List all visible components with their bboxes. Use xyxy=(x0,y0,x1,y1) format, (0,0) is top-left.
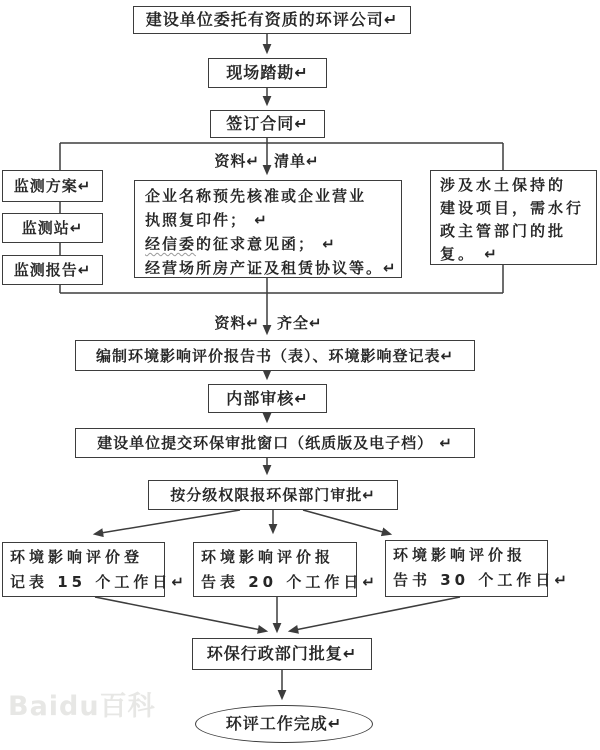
water-line: 建设项目，需水行 xyxy=(440,199,585,217)
duration-line: 环境影响评价登 xyxy=(10,548,144,566)
label-material-2: 资料↵ xyxy=(214,314,260,332)
doc-line: 执照复印件； ↵ xyxy=(145,211,269,229)
doc-line-wavy-part: 经信委 xyxy=(145,235,197,253)
label-checklist: 清单↵ xyxy=(274,152,320,170)
doc-line: 企业名称预先核准或企业营业 xyxy=(145,187,367,205)
duration-line: 告书 30 个工作日↵ xyxy=(393,571,571,589)
box-report-form-20-days xyxy=(193,542,379,597)
duration-line: 环境影响评价报 xyxy=(393,546,527,564)
box-water-conservation-note xyxy=(430,170,597,265)
water-line: 政主管部门的批 xyxy=(440,222,567,240)
baidu-baike-watermark: Baidu百科 xyxy=(8,691,156,722)
step-site-survey: 现场踏勘↵ xyxy=(208,58,327,88)
step-internal-review: 内部审核↵ xyxy=(208,384,327,413)
doc-line: 经营场所房产证及租赁协议等。↵ xyxy=(145,259,398,277)
box-report-book-30-days xyxy=(385,540,571,597)
water-line: 涉及水土保持的 xyxy=(440,176,567,194)
box-required-documents xyxy=(134,180,402,278)
step-sign-contract: 签订合同↵ xyxy=(210,110,325,138)
box-monitoring-station: 监测站↵ xyxy=(2,213,103,243)
label-material: 资料↵ xyxy=(214,152,260,170)
doc-line-rest: 的征求意见函； ↵ xyxy=(196,235,337,253)
step-entrust-epc: 建设单位委托有资质的环评公司↵ xyxy=(133,6,411,34)
label-complete: 齐全↵ xyxy=(277,314,323,332)
step-epa-approval: 环保行政部门批复↵ xyxy=(192,638,372,670)
box-monitoring-plan: 监测方案↵ xyxy=(2,170,103,202)
step-report-by-authority-level: 按分级权限报环保部门审批↵ xyxy=(148,480,398,510)
box-registration-form-15-days xyxy=(2,542,188,597)
step-submit-to-approval-window: 建设单位提交环保审批窗口（纸质版及电子档） ↵ xyxy=(75,428,475,458)
duration-line: 环境影响评价报 xyxy=(201,548,335,566)
duration-line: 记表 15 个工作日↵ xyxy=(10,573,188,591)
step-compile-eia-report: 编制环境影响评价报告书（表）、环境影响登记表↵ xyxy=(75,340,475,371)
doc-line xyxy=(145,232,391,256)
water-line: 复。 ↵ xyxy=(440,245,500,263)
box-monitoring-report: 监测报告↵ xyxy=(2,255,103,285)
duration-line: 告表 20 个工作日↵ xyxy=(201,573,379,591)
terminator-eia-complete: 环评工作完成↵ xyxy=(195,705,373,743)
